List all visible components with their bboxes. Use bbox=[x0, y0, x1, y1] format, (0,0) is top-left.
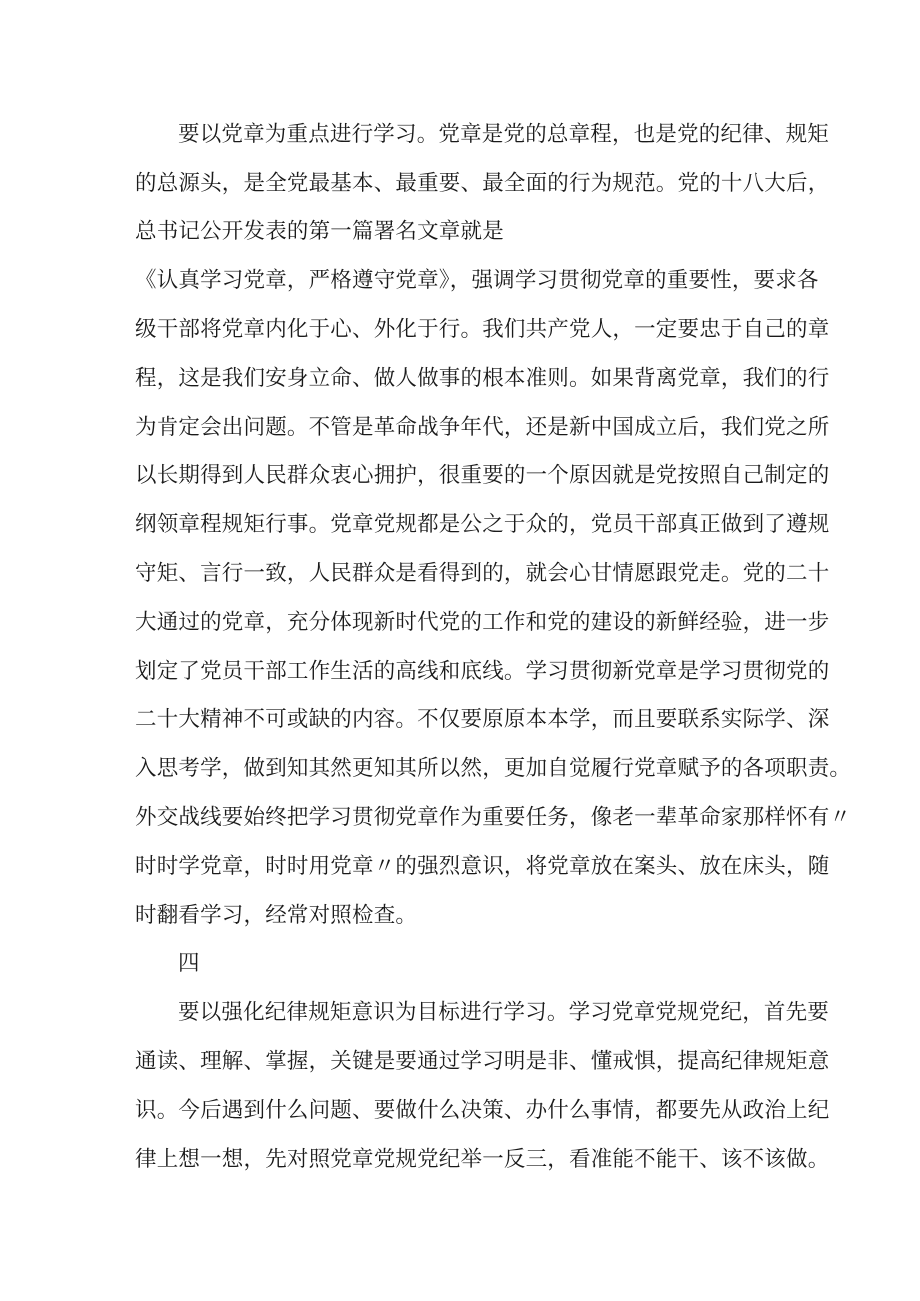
paragraph-1-line-2: 的总源头，是全党最基本、最重要、最全面的行为规范。党的十八大后， bbox=[135, 171, 830, 196]
paragraph-1-line-10: 守矩、言行一致，人民群众是看得到的，就会心甘情愿跟党走。党的二十 bbox=[135, 561, 830, 586]
paragraph-1-line-12: 划定了党员干部工作生活的高线和底线。学习贯彻新党章是学习贯彻党的 bbox=[135, 659, 830, 684]
paragraph-1-line-8: 以长期得到人民群众衷心拥护，很重要的一个原因就是党按照自己制定的 bbox=[135, 463, 830, 488]
paragraph-1-line-16: 时时学党章，时时用党章〃的强烈意识，将党章放在案头、放在床头，随 bbox=[135, 854, 830, 879]
paragraph-2-line-4: 律上想一想，先对照党章党规党纪举一反三，看准能不能干、该不该做。 bbox=[135, 1147, 830, 1172]
paragraph-2-line-3: 识。今后遇到什么问题、要做什么决策、办什么事情，都要先从政治上纪 bbox=[135, 1098, 830, 1123]
paragraph-1-line-13: 二十大精神不可或缺的内容。不仅要原原本本学，而且要联系实际学、深 bbox=[135, 707, 830, 732]
paragraph-1-line-9: 纲领章程规矩行事。党章党规都是公之于众的，党员干部真正做到了遵规 bbox=[135, 512, 830, 537]
paragraph-1-line-6: 程，这是我们安身立命、做人做事的根本准则。如果背离党章，我们的行 bbox=[135, 366, 830, 391]
paragraph-1-line-3: 总书记公开发表的第一篇署名文章就是 bbox=[135, 219, 504, 244]
paragraph-2-line-2: 通读、理解、掌握，关键是要通过学习明是非、懂戒惧，提高纪律规矩意 bbox=[135, 1049, 830, 1074]
paragraph-1-line-17: 时翻看学习，经常对照检查。 bbox=[135, 903, 418, 928]
paragraph-1-line-4: 《认真学习党章，严格遵守党章》，强调学习贯彻党章的重要性，要求各 bbox=[135, 268, 819, 293]
section-number: 四 bbox=[178, 951, 200, 976]
paragraph-2-line-1: 要以强化纪律规矩意识为目标进行学习。学习党章党规党纪，首先要 bbox=[178, 1000, 830, 1025]
paragraph-1-line-7: 为肯定会出问题。不管是革命战争年代，还是新中国成立后，我们党之所 bbox=[135, 415, 830, 440]
paragraph-1-line-5: 级干部将党章内化于心、外化于行。我们共产党人，一定要忠于自己的章 bbox=[135, 317, 830, 342]
paragraph-1-line-1: 要以党章为重点进行学习。党章是党的总章程，也是党的纪律、规矩 bbox=[178, 122, 830, 147]
paragraph-1-line-15: 外交战线要始终把学习贯彻党章作为重要任务，像老一辈革命家那样怀有〃 bbox=[135, 805, 852, 830]
paragraph-1-line-14: 入思考学，做到知其然更知其所以然，更加自觉履行党章赋予的各项职责。 bbox=[135, 756, 852, 781]
paragraph-1-line-11: 大通过的党章，充分体现新时代党的工作和党的建设的新鲜经验，进一步 bbox=[135, 610, 830, 635]
